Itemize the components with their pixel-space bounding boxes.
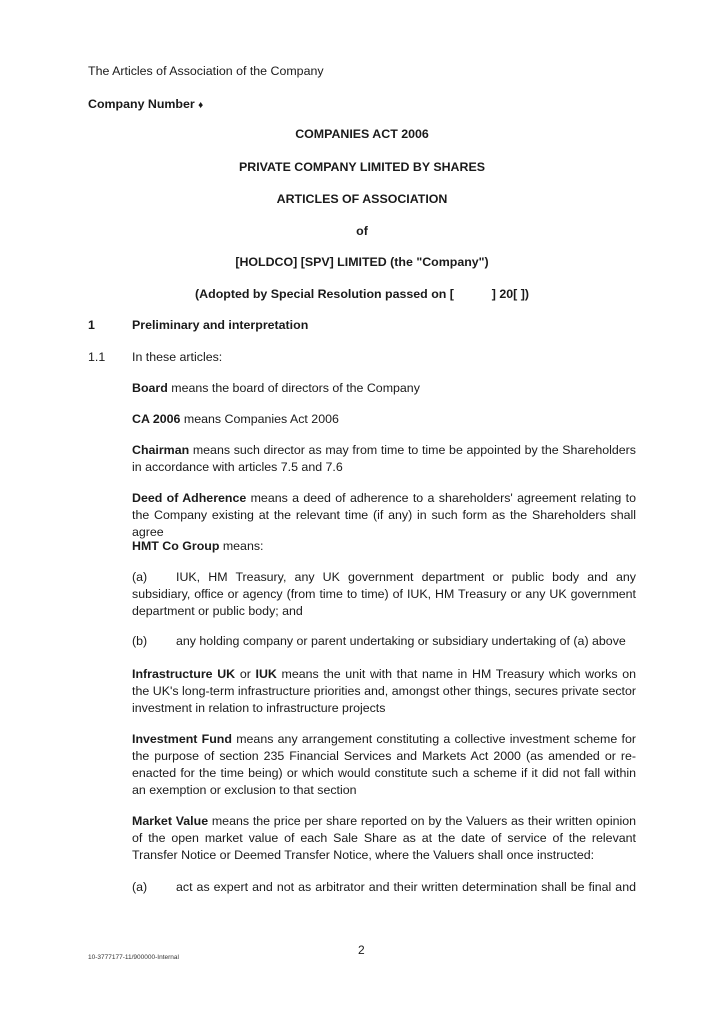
clause-number: 1.1	[88, 350, 106, 364]
definition-term: Investment Fund	[132, 732, 232, 746]
company-type-heading: PRIVATE COMPANY LIMITED BY SHARES	[238, 160, 485, 174]
definition-text: means Companies Act 2006	[180, 412, 339, 426]
market-value-item-a	[132, 879, 636, 896]
definition-investment-fund	[132, 731, 636, 799]
definition-term: CA 2006	[132, 412, 181, 426]
item-label: (a)	[132, 570, 148, 584]
definition-text: means:	[219, 539, 264, 553]
hmt-item-a	[132, 569, 636, 620]
act-heading: COMPANIES ACT 2006	[295, 127, 429, 141]
company-number-line	[88, 97, 203, 111]
definition-board	[132, 380, 636, 397]
definition-ca2006	[132, 411, 636, 428]
company-name-heading: [HOLDCO] [SPV] LIMITED (the "Company")	[235, 255, 489, 269]
definition-text: means the unit with that name in HM Treasury which works on the UK's long-term infrastructure priorities and, amongst other things, secures private sector investment in relation to infrastructure projects	[132, 667, 636, 715]
item-text: act as expert and not as arbitrator and their written determination shall be final and	[176, 880, 636, 894]
section-number: 1	[88, 318, 95, 332]
hmt-item-b-text: any holding company or parent undertaking or subsidiary undertaking of (a) above	[176, 634, 626, 648]
definition-term: IUK	[255, 667, 277, 681]
hmt-item-b-label: (b)	[132, 634, 148, 648]
clause-intro: In these articles:	[132, 350, 223, 364]
definition-term: Chairman	[132, 443, 190, 457]
definition-text: means the board of directors of the Company	[167, 381, 420, 395]
item-text: IUK, HM Treasury, any UK government department or public body and any subsidiary, office or agency (from time to time) of IUK, HM Treasury or any UK government department or public body; and	[132, 570, 636, 618]
definition-market-value	[132, 813, 636, 864]
of-heading: of	[356, 224, 368, 238]
company-number-label: Company Number	[88, 97, 195, 111]
definition-term: Market Value	[132, 814, 209, 828]
diamond-icon: ♦	[198, 100, 204, 111]
definition-text: means such director as may from time to time be appointed by the Shareholders in accordance with articles 7.5 and 7.6	[132, 443, 636, 474]
definition-text: means any arrangement constituting a collective investment scheme for the purpose of section 235 Financial Services and Markets Act 2000 (as amended or re-enacted for the time being) or which would constitute such a scheme if it did not fall within an exemption or exclusion to that section	[132, 732, 636, 797]
document-reference: 10-3777177-11/900000-Internal	[88, 954, 179, 961]
definition-deed-of-adherence	[132, 490, 636, 541]
item-label: (a)	[132, 880, 148, 894]
definition-connector: or	[235, 667, 256, 681]
definition-term: HMT Co Group	[132, 539, 220, 553]
definition-text: means the price per share reported on by the Valuers as their written opinion of the open market value of each Sale Share as at the date of service of the relevant Transfer Notice or Deemed Transfer Notice, where the Valuers shall once instructed:	[132, 814, 636, 862]
definition-text: means a deed of adherence to a shareholders' agreement relating to the Company existing at the relevant time (if any) in such form as the Shareholders shall agree	[132, 491, 636, 539]
document-title: The Articles of Association of the Company	[88, 64, 324, 78]
definition-term: Deed of Adherence	[132, 491, 247, 505]
section-heading: Preliminary and interpretation	[132, 318, 309, 332]
adoption-heading: (Adopted by Special Resolution passed on [ ] 20[ ])	[195, 287, 529, 301]
definition-hmt-co-group	[132, 538, 636, 555]
document-type-heading: ARTICLES OF ASSOCIATION	[276, 192, 448, 206]
definition-term: Infrastructure UK	[132, 667, 236, 681]
definition-chairman	[132, 442, 636, 476]
definition-term: Board	[132, 381, 168, 395]
page-number: 2	[358, 943, 365, 957]
definition-infrastructure-uk	[132, 666, 636, 717]
